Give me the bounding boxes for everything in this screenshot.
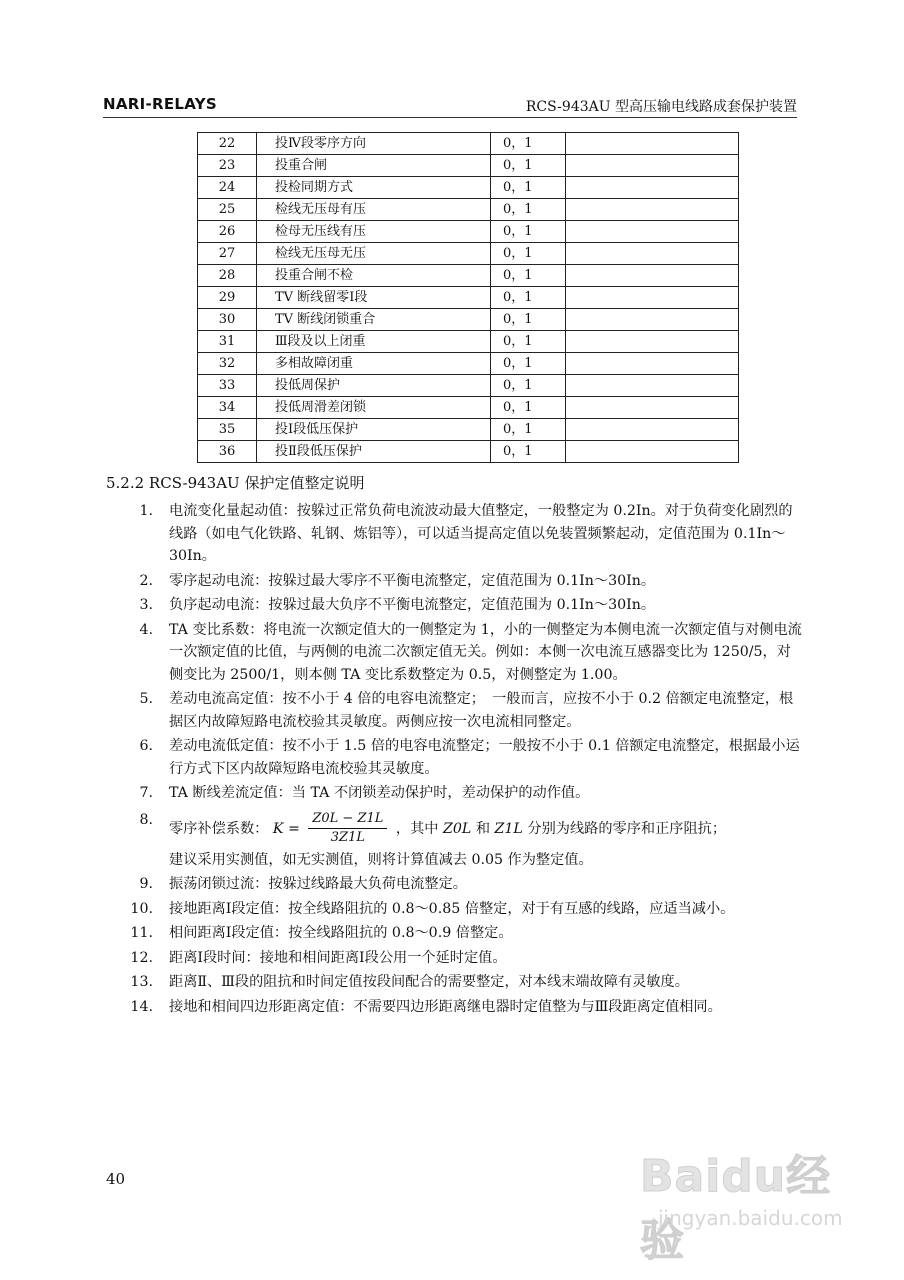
row-number: 35 — [198, 419, 257, 441]
row-number: 32 — [198, 353, 257, 375]
instruction-list-part-a — [105, 500, 805, 805]
row-number: 27 — [198, 243, 257, 265]
formula-and: 和 — [475, 820, 491, 837]
row-name: TV 断线闭锁重合 — [257, 309, 491, 331]
row-number: 24 — [198, 177, 257, 199]
row-value: 0，1 — [491, 155, 566, 177]
item-number: 5. — [139, 691, 153, 707]
table-row — [198, 243, 739, 265]
page-number: 40 — [106, 1170, 126, 1188]
row-name: 投重合闸不检 — [257, 265, 491, 287]
list-item — [105, 971, 805, 994]
table-row — [198, 177, 739, 199]
item-number: 12. — [130, 949, 153, 966]
list-item — [105, 996, 805, 1019]
formula-numerator: Z0L − Z1L — [308, 810, 387, 829]
list-item — [105, 873, 805, 896]
formula-z0: Z0L — [443, 820, 472, 837]
row-name: 投Ⅱ段低压保护 — [257, 441, 491, 463]
instruction-list-part-b — [105, 873, 805, 1018]
row-value: 0，1 — [491, 353, 566, 375]
row-remark — [566, 243, 739, 265]
item-number: 9. — [139, 876, 153, 892]
list-item — [105, 947, 805, 970]
table-row — [198, 265, 739, 287]
list-item — [105, 735, 805, 780]
row-value: 0，1 — [491, 221, 566, 243]
instruction-list — [105, 498, 805, 1019]
row-number: 30 — [198, 309, 257, 331]
list-item — [105, 688, 805, 733]
table-row — [198, 419, 739, 441]
row-name: 检母无压线有压 — [257, 221, 491, 243]
item-text: 电流变化量起动值：按躲过正常负荷电流波动最大值整定，一般整定为 0.2In。对于负荷变化剧烈的线路（如电气化铁路、轧钢、炼铝等），可以适当提高定值以免装置频繁起动，定值范围为 0.1In～30In。 — [169, 503, 793, 564]
row-value: 0，1 — [491, 133, 566, 155]
item-text: 振荡闭锁过流：按躲过线路最大负荷电流整定。 — [169, 876, 467, 892]
row-remark — [566, 221, 739, 243]
row-remark — [566, 287, 739, 309]
formula-fraction — [308, 810, 387, 847]
table-row — [198, 353, 739, 375]
row-number: 28 — [198, 265, 257, 287]
settings-table — [197, 132, 739, 463]
item-number: 14. — [130, 998, 153, 1015]
table-row — [198, 221, 739, 243]
item-number: 11. — [130, 925, 153, 941]
row-remark — [566, 331, 739, 353]
item-number: 1. — [139, 503, 153, 519]
row-number: 34 — [198, 397, 257, 419]
row-value: 0，1 — [491, 309, 566, 331]
row-name: 投低周滑差闭锁 — [257, 397, 491, 419]
row-number: 29 — [198, 287, 257, 309]
row-value: 0，1 — [491, 441, 566, 463]
row-value: 0，1 — [491, 177, 566, 199]
item-text: 接地和相间四边形距离定值：不需要四边形距离继电器时定值整为与Ⅲ段距离定值相同。 — [169, 998, 722, 1015]
row-number: 25 — [198, 199, 257, 221]
section-title: 5.2.2 RCS-943AU 保护定值整定说明 — [106, 474, 365, 492]
row-name: 投重合闸 — [257, 155, 491, 177]
row-value: 0，1 — [491, 331, 566, 353]
list-item — [105, 898, 805, 921]
row-number: 36 — [198, 441, 257, 463]
row-number: 31 — [198, 331, 257, 353]
settings-table-body — [198, 133, 739, 463]
list-item — [105, 500, 805, 568]
table-row — [198, 397, 739, 419]
list-item — [105, 922, 805, 945]
row-name: 投低周保护 — [257, 375, 491, 397]
item-text: TA 变比系数：将电流一次额定值大的一侧整定为 1，小的一侧整定为本侧电流一次额定值与对侧电流一次额定值的比值，与两侧的电流二次额定值无关。例如：本侧一次电流互感器变比为 1250/5，对侧变比为 2500/1，则本侧 TA 变比系数整定为 0.5，对侧整定为 1.00。 — [169, 621, 802, 683]
table-row — [198, 133, 739, 155]
list-item — [105, 782, 805, 805]
document-title: RCS-943AU 型高压输电线路成套保护装置 — [525, 99, 797, 115]
item-text: 距离Ⅱ、Ⅲ段的阻抗和时间定值按段间配合的需要整定，对本线末端故障有灵敏度。 — [169, 974, 689, 990]
row-remark — [566, 441, 739, 463]
watermark-logo: Baidu经验 — [640, 1151, 832, 1266]
table-row — [198, 287, 739, 309]
row-name: 投检同期方式 — [257, 177, 491, 199]
table-row — [198, 375, 739, 397]
row-remark — [566, 265, 739, 287]
row-name: 多相故障闭重 — [257, 353, 491, 375]
formula-line — [169, 809, 805, 849]
formula-lhs: K = — [272, 820, 300, 837]
list-item — [105, 594, 805, 617]
row-value: 0，1 — [491, 199, 566, 221]
watermark-url: jingyan.baidu.com — [658, 1206, 843, 1230]
row-name: TV 断线留零Ⅰ段 — [257, 287, 491, 309]
list-item — [105, 570, 805, 593]
row-remark — [566, 397, 739, 419]
row-number: 22 — [198, 133, 257, 155]
item-number: 10. — [130, 900, 153, 917]
row-value: 0，1 — [491, 375, 566, 397]
item-text: 零序起动电流：按躲过最大零序不平衡电流整定，定值范围为 0.1In～30In。 — [169, 572, 656, 589]
row-value: 0，1 — [491, 265, 566, 287]
formula-note: 建议采用实测值，如无实测值，则将计算值减去 0.05 作为整定值。 — [169, 851, 593, 868]
item-number: 13. — [130, 974, 153, 990]
row-number: 23 — [198, 155, 257, 177]
row-name: 投Ⅰ段低压保护 — [257, 419, 491, 441]
item-number: 8. — [139, 811, 153, 828]
table-row — [198, 199, 739, 221]
table-row — [198, 309, 739, 331]
row-value: 0，1 — [491, 243, 566, 265]
row-number: 33 — [198, 375, 257, 397]
row-remark — [566, 133, 739, 155]
row-value: 0，1 — [491, 287, 566, 309]
item-number: 2. — [139, 572, 153, 589]
row-value: 0，1 — [491, 419, 566, 441]
item-number: 7. — [139, 785, 153, 801]
row-remark — [566, 419, 739, 441]
row-remark — [566, 177, 739, 199]
list-item — [105, 619, 805, 687]
row-number: 26 — [198, 221, 257, 243]
row-remark — [566, 199, 739, 221]
row-name: 检线无压母无压 — [257, 243, 491, 265]
formula-denominator: 3Z1L — [330, 830, 365, 845]
page-header — [103, 95, 797, 118]
item-text: 负序起动电流：按躲过最大负序不平衡电流整定，定值范围为 0.1In～30In。 — [169, 597, 656, 613]
item-number: 6. — [139, 738, 153, 754]
formula-mid: ，其中 — [395, 820, 439, 837]
row-name: Ⅲ段及以上闭重 — [257, 331, 491, 353]
formula-tail: 分别为线路的零序和正序阻抗； — [527, 820, 727, 837]
table-row — [198, 155, 739, 177]
item-text: 差动电流低定值：按不小于 1.5 倍的电容电流整定；一般按不小于 0.1 倍额定电流整定，根据最小运行方式下区内故障短路电流校验其灵敏度。 — [169, 738, 800, 777]
row-remark — [566, 375, 739, 397]
formula-label: 零序补偿系数： — [169, 820, 269, 837]
table-row — [198, 441, 739, 463]
item-number: 3. — [139, 597, 153, 613]
row-remark — [566, 309, 739, 331]
item-text: TA 断线差流定值：当 TA 不闭锁差动保护时，差动保护的动作值。 — [169, 785, 590, 801]
row-name: 投Ⅳ段零序方向 — [257, 133, 491, 155]
list-item-8 — [105, 809, 805, 872]
brand-name: NARI-RELAYS — [103, 95, 218, 113]
watermark — [640, 1140, 860, 1266]
table-row — [198, 331, 739, 353]
formula-z1: Z1L — [494, 820, 523, 837]
row-remark — [566, 353, 739, 375]
item-text: 接地距离Ⅰ段定值：按全线路阻抗的 0.8～0.85 倍整定，对于有互感的线路，应适当减小。 — [169, 900, 735, 917]
item-number: 4. — [139, 621, 153, 638]
item-text: 相间距离Ⅰ段定值：按全线路阻抗的 0.8～0.9 倍整定。 — [169, 925, 513, 941]
row-name: 检线无压母有压 — [257, 199, 491, 221]
item-text: 差动电流高定值：按不小于 4 倍的电容电流整定； 一般而言，应按不小于 0.2 倍额定电流整定，根据区内故障短路电流校验其灵敏度。两侧应按一次电流相同整定。 — [169, 691, 794, 730]
row-remark — [566, 155, 739, 177]
item-text: 距离Ⅰ段时间：接地和相间距离Ⅰ段公用一个延时定值。 — [169, 949, 507, 966]
row-value: 0，1 — [491, 397, 566, 419]
